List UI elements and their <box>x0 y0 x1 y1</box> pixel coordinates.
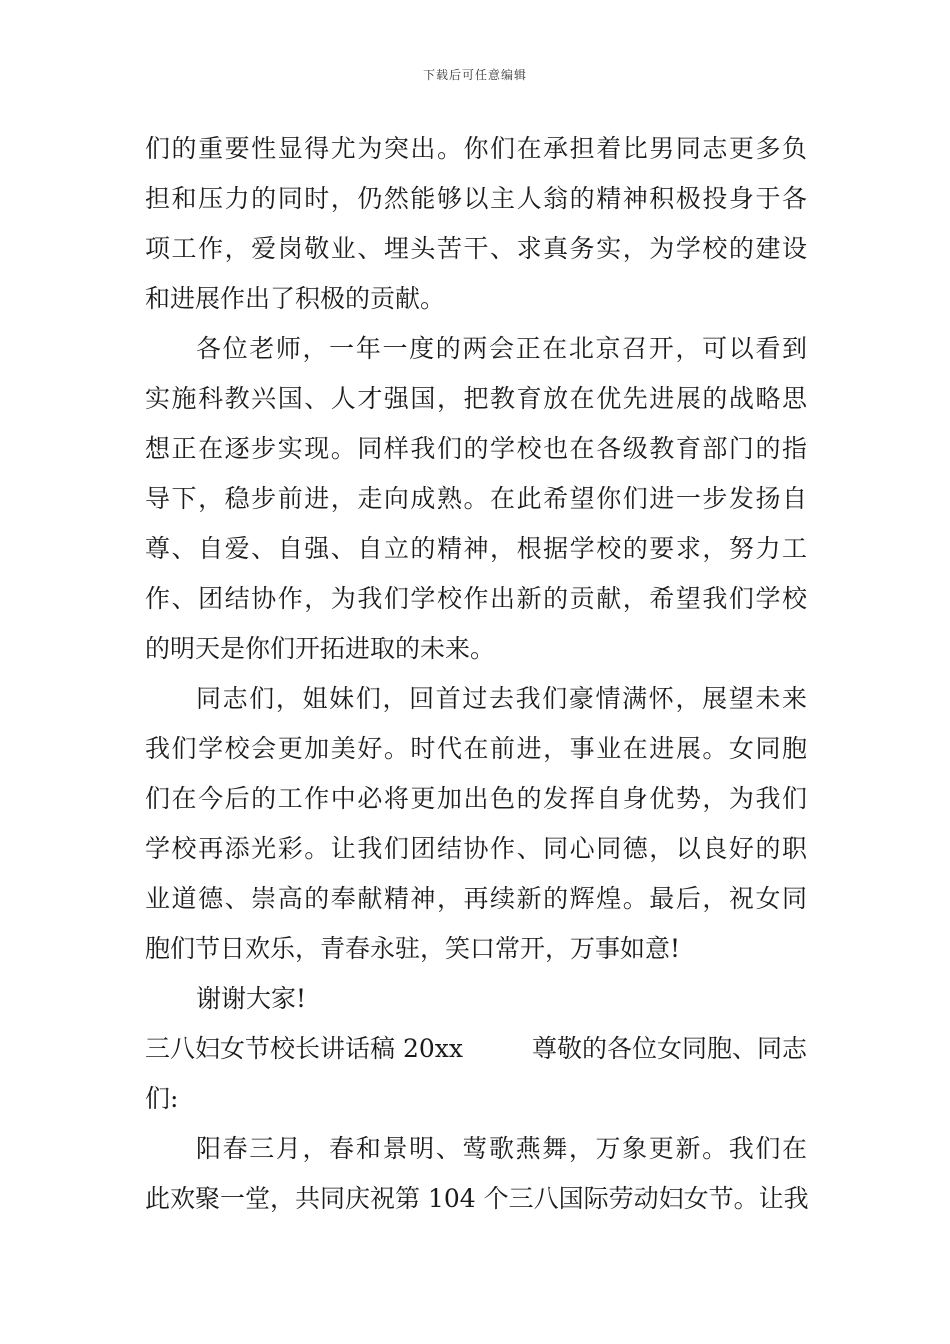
page-header-note: 下载后可任意编辑 <box>422 68 527 82</box>
text-line: 想正在逐步实现。同样我们的学校也在各级教育部门的指 <box>145 434 807 463</box>
text-line: 实施科教兴国、人才强国，把教育放在优先进展的战略思 <box>145 384 807 413</box>
speech-title: 三八妇女节校长讲话稿 20xx <box>145 1034 463 1063</box>
text-line: 们: <box>145 1084 179 1113</box>
paragraph-first-line: 同志们，姐妹们，回首过去我们豪情满怀，展望未来 <box>196 684 807 713</box>
text-line: 们的重要性显得尤为突出。你们在承担着比男同志更多负 <box>145 134 807 163</box>
text-line: 作、团结协作，为我们学校作出新的贡献，希望我们学校 <box>145 584 807 613</box>
paragraph-first-line: 各位老师，一年一度的两会正在北京召开，可以看到 <box>196 334 807 363</box>
text-line: 胞们节日欢乐，青春永驻，笑口常开，万事如意! <box>145 934 681 963</box>
text-line: 学校再添光彩。让我们团结协作、同心同德，以良好的职 <box>145 834 807 863</box>
text-line: 此欢聚一堂，共同庆祝第 104 个三八国际劳动妇女节。让我 <box>145 1184 809 1213</box>
text-line: 项工作，爱岗敬业、埋头苦干、求真务实，为学校的建设 <box>145 234 807 263</box>
text-line: 业道德、崇高的奉献精神，再续新的辉煌。最后，祝女同 <box>145 884 807 913</box>
document-body <box>145 124 807 1224</box>
text-line: 们在今后的工作中必将更加出色的发挥自身优势，为我们 <box>145 784 807 813</box>
text-line: 和进展作出了积极的贡献。 <box>145 284 446 313</box>
text-line: 尊、自爱、自强、自立的精神，根据学校的要求，努力工 <box>145 534 807 563</box>
text-line: 的明天是你们开拓进取的未来。 <box>145 634 496 663</box>
text-line: 担和压力的同时，仍然能够以主人翁的精神积极投身于各 <box>145 184 807 213</box>
text-line: 导下，稳步前进，走向成熟。在此希望你们进一步发扬自 <box>145 484 807 513</box>
paragraph-first-line: 阳春三月，春和景明、莺歌燕舞，万象更新。我们在 <box>196 1134 807 1163</box>
closing-line: 谢谢大家! <box>196 984 307 1013</box>
salutation: 尊敬的各位女同胞、同志 <box>531 1034 807 1063</box>
speech-title-line <box>145 1024 807 1074</box>
text-line: 我们学校会更加美好。时代在前进，事业在进展。女同胞 <box>145 734 807 763</box>
